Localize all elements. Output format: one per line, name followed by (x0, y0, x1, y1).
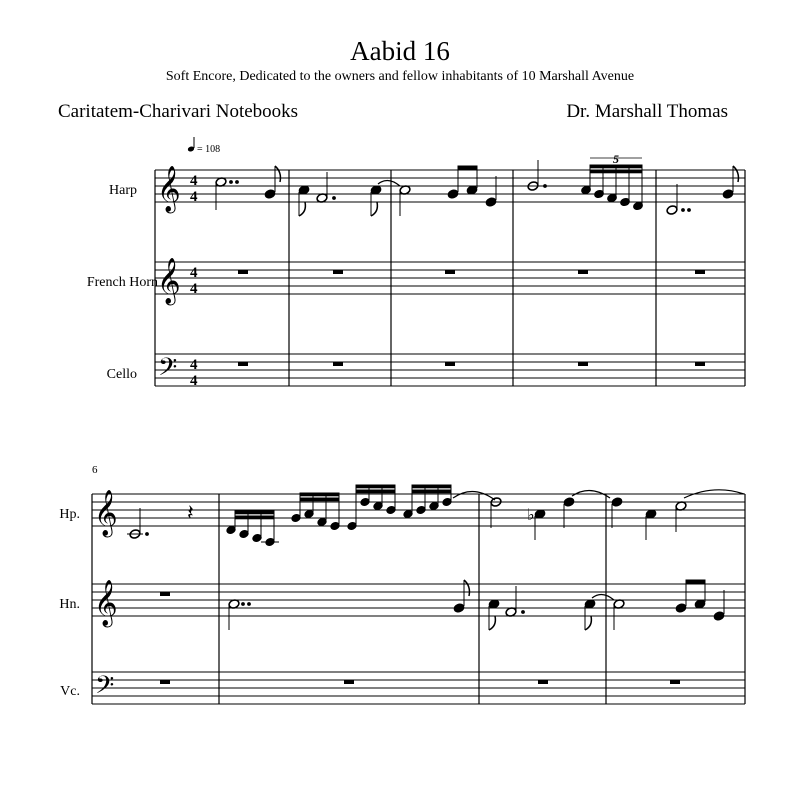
bass-clef-icon: 𝄢 (158, 354, 178, 387)
treble-clef-icon: 𝄞 (157, 258, 181, 303)
whole-rests (238, 270, 705, 366)
system-1 (87, 152, 745, 389)
time-sig-denominator: 4 (190, 281, 198, 297)
instrument-label: Cello (106, 367, 137, 382)
tuplet-label: 5 (613, 152, 619, 166)
time-sig-denominator: 4 (190, 373, 198, 389)
instrument-label: Hn. (59, 597, 80, 612)
time-sig-denominator: 4 (190, 189, 198, 205)
treble-clef-icon: 𝄞 (157, 166, 181, 211)
time-sig-numerator: 4 (190, 265, 198, 281)
composer-credit: Dr. Marshall Thomas (566, 101, 728, 122)
instrument-label: Vc. (60, 684, 80, 699)
time-sig-numerator: 4 (190, 357, 198, 373)
treble-clef-icon: 𝄞 (94, 580, 118, 625)
measure-number: 6 (92, 464, 98, 476)
bass-clef-icon: 𝄢 (95, 672, 115, 705)
quarter-rest-icon: 𝄽 (187, 500, 194, 525)
horn-notes-system-2 (228, 580, 725, 630)
tempo-marking (187, 137, 220, 155)
treble-clef-icon: 𝄞 (94, 490, 118, 535)
staff-french-horn (92, 584, 745, 616)
instrument-label: Harp (109, 183, 137, 198)
instrument-label: Hp. (59, 507, 80, 522)
system-2 (59, 464, 745, 705)
time-sig-numerator: 4 (190, 173, 198, 189)
instrument-label: French Horn (86, 275, 158, 290)
score-subtitle: Soft Encore, Dedicated to the owners and fellow inhabitants of 10 Marshall Avenue (165, 69, 635, 84)
harp-notes-system-1 (215, 152, 738, 216)
lyricist-credit: Caritatem-Charivari Notebooks (58, 101, 299, 122)
score-title: Aabid 16 (350, 36, 450, 66)
staff-cello (92, 672, 745, 704)
tempo-text: = 108 (197, 144, 221, 155)
flat-icon: ♭ (527, 507, 535, 524)
